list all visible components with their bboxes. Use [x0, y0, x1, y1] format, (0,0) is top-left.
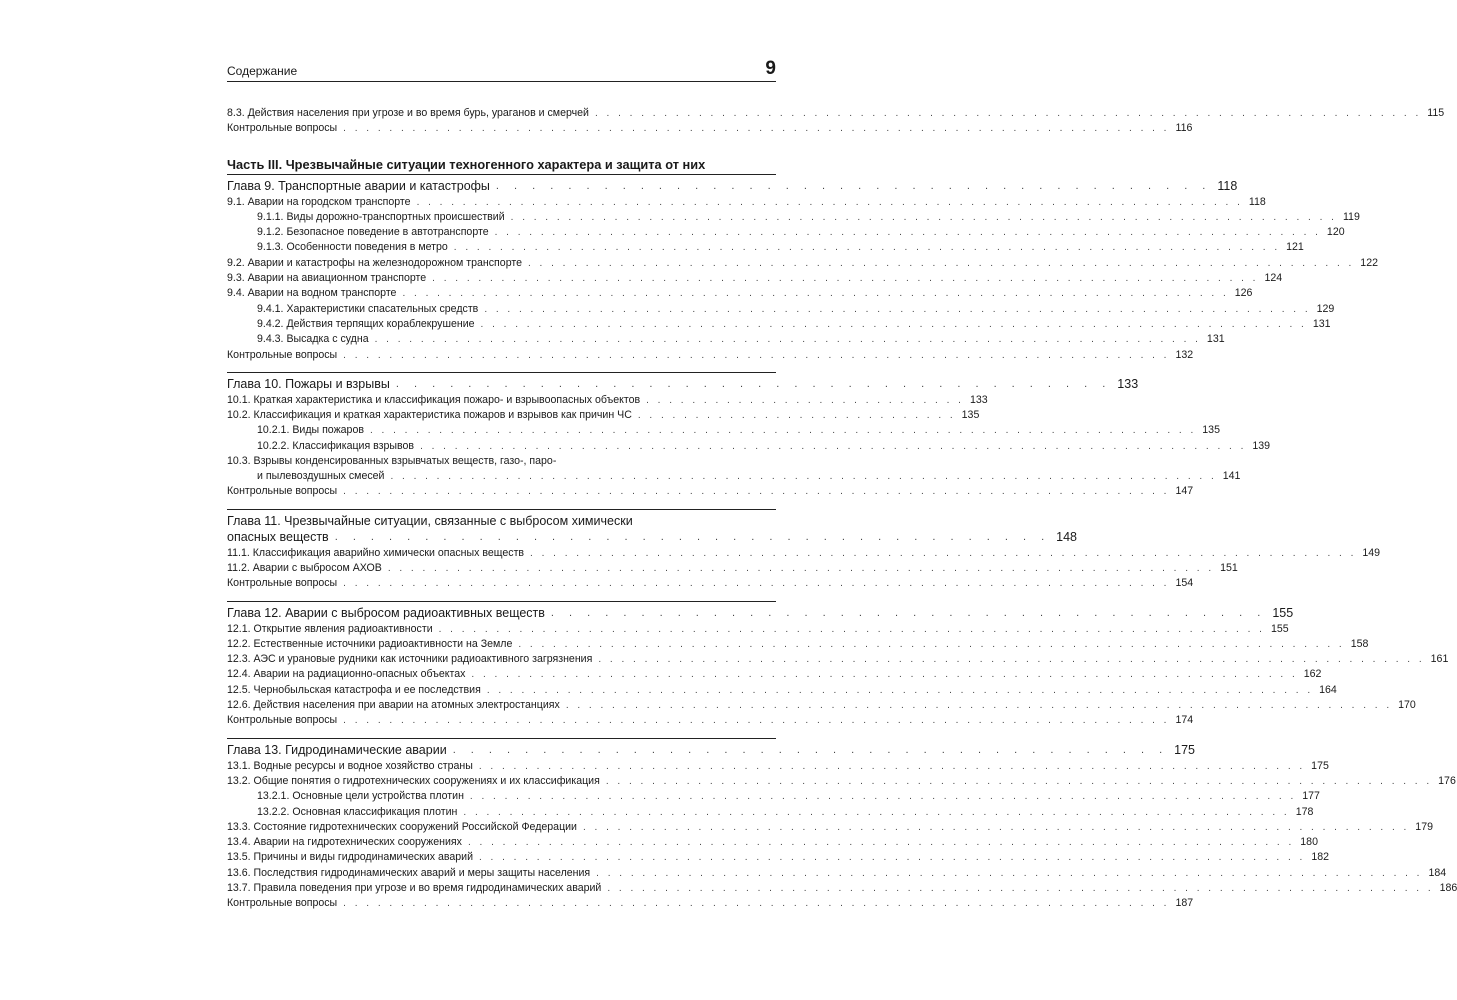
toc-entry-text: 10.2.1. Виды пожаров	[257, 424, 364, 437]
toc-entry	[227, 667, 1322, 682]
toc-entry	[227, 256, 1378, 271]
leader-dots: . . . . . . . . . . . . . . . . . . . . . . . . . . . . . . . . . . . . . . . . . . . . . . . . . . . . . . . . . . . . . . . . . . . . . . . .	[467, 837, 1295, 849]
leader-dots: . . . . . . . . . . . . . . . . . . . . . . . . . . . . . . . . . . . . . . . . . . . . . . . . . . . . . . . . . . . . . . . . . . . . . . . .	[510, 211, 1337, 223]
toc-entry	[227, 652, 1449, 667]
toc-entry	[227, 240, 1304, 255]
toc-entry	[227, 393, 988, 408]
leader-dots: . . . . . . . . . . . . . . . . . . . . . . . . . . . . . . . . . . . . . . . . . . . . . . . . . . . . . . . . . . . . . . . . . . . . . . . .	[369, 425, 1197, 437]
toc-entry	[227, 698, 1416, 713]
leader-dots: . . . . . . . . . . . . . . . . . . . . . . . . . . . . . . . . . . . . . . . .	[452, 743, 1169, 756]
leader-dots: . . . . . . . . . . . . . . . . . . . . . . . . . . . . . . . . . . . . . . . . . . . . . . . . . . . . . . . . . . . . . . . . . . . . . . . .	[605, 775, 1433, 787]
toc-entry	[227, 759, 1329, 774]
leader-dots: . . . . . . . . . . . . . . . . . . . . . . . . . . . . . . . . . . . . . . . . . . . . . . . . . . . . . . . . . . . . . . . . . . . . . . . .	[594, 108, 1422, 119]
leader-dots: . . . . . . . . . . . . . . . . . . . . . . . . . . . . . . . . . . . . . . . . . . . . . . . . . . . . . . . . . . . . . . . . . . . . . . . .	[582, 821, 1410, 833]
toc-entry-page: 135	[961, 409, 980, 422]
toc-entry	[227, 225, 1345, 240]
chapter-heading-line2	[227, 529, 1077, 546]
toc-entry-text: 9.2. Аварии и катастрофы на железнодорожном транспорте	[227, 256, 522, 269]
toc-entry-page: 170	[1398, 699, 1416, 712]
leader-dots: . . . . . . . . . . . . . . . . . . . . . . . . . . . . . . . . . . . . . . . . . . . . . . . . . . . . . . . . . . . . . . . . . . . . . . . .	[343, 123, 1170, 135]
leader-dots: . . . . . . . . . . . . . . . . . . . . . . . . . . . . . . . . . . . . . . . . . . . . . . . . . . . . . . . . . . . . . . . . . . . . . . . .	[518, 638, 1345, 650]
toc-entry-page: 141	[1222, 470, 1241, 483]
chapter-12-block	[227, 601, 1449, 729]
leader-dots: . . . . . . . . . . . . . . . . . . . . . . . . . . . . . . . . . . . . . . . . . . . . . . . . . . . . . . . . . . . . . . . . . . . . . . . .	[484, 303, 1311, 315]
leader-dots: . . . . . . . . . . . . . . . . . . . . . . . . . . . . . . . . . . . . . . . . . . . . . . . . . . . . . . . . . . . . . . . . . . . . . . . .	[402, 288, 1229, 300]
toc-entry	[227, 774, 1456, 789]
toc-entry	[227, 561, 1238, 576]
toc-entry-page: 129	[1316, 302, 1335, 315]
toc-entry-text: 10.1. Краткая характеристика и классификация пожаро- и взрывоопасных объектов	[227, 393, 641, 406]
toc-entry	[227, 683, 1337, 698]
leader-dots: . . . . . . . . . . . . . . . . . . . . . . . . . . . . . . . . . . . . . . . . . . . . . . . . . . . . . . . . . . . . . . . . . . . . . . . .	[469, 791, 1297, 803]
toc-entry-text: 8.3. Действия населения при угрозе и во время бурь, ураганов и смерчей	[227, 107, 589, 119]
toc-entry	[227, 820, 1433, 835]
toc-entry-text: 11.1. Классификация аварийно химически опасных веществ	[227, 546, 525, 559]
leader-dots: . . . . . . . . . . . . . . . . . . . . . . . . . . . . . . . . . . . . . . . . . . . . . . . . . . . . . . . . . . . . . . . . . . . . . . . .	[387, 562, 1215, 574]
toc-entry-page: 135	[1202, 424, 1220, 437]
toc-entry	[227, 637, 1369, 652]
leader-dots: . . . . . . . . . . . . . . . . . . . . . . . . . . . . . . . . . . . . . . . .	[495, 179, 1212, 192]
leader-dots: . . . . . . . . . . . . . . . . . . . . . . . . . . . . . . . . . . . . . . . . . . . . . . . . . . . . . . . . . . . . . . . . . . . . . . . .	[463, 806, 1290, 818]
toc-entry-text: Контрольные вопросы	[227, 714, 338, 727]
leader-dots: . . . . . . . . . . . . . . . . . . . . . . . . . . . . . . . . . . . . . . . .	[395, 377, 1112, 390]
chapter-title: Глава 9. Транспортные аварии и катастрофы	[227, 178, 490, 193]
toc-entry-page: 177	[1302, 790, 1320, 803]
toc-entry-text: 10.2. Классификация и краткая характеристика пожаров и взрывов как причин ЧС	[227, 409, 632, 422]
toc-entry-page: 179	[1415, 820, 1433, 833]
leader-dots: . . . . . . . . . . . . . . . . . . . . . . . . . . . .	[637, 410, 956, 422]
toc-entry-text: 13.7. Правила поведения при угрозе и во время гидродинамических аварий	[227, 881, 602, 894]
toc-entry-text-line2: и пылевоздушных смесей	[257, 470, 385, 483]
toc-entry-text: 13.2.2. Основная классификация плотин	[257, 805, 458, 818]
chapter-title: Глава 13. Гидродинамические аварии	[227, 742, 447, 757]
toc-entry-text: 13.1. Водные ресурсы и водное хозяйство страны	[227, 759, 473, 772]
toc-entry-text: 9.3. Аварии на авиационном транспорте	[227, 272, 427, 285]
toc-entry-text: 10.2.2. Классификация взрывов	[257, 439, 415, 452]
running-header-title: Содержание	[227, 64, 298, 78]
toc-entry-text: 9.1. Аварии на городском транспорте	[227, 195, 411, 208]
toc-entry-page: 174	[1175, 714, 1194, 727]
toc-entry-text: 12.2. Естественные источники радиоактивности на Земле	[227, 637, 513, 650]
leader-dots: . . . . . . . . . . . . . . . . . . . . . . . . . . . . . . . . . . . . . . . . . . . . . . . . . . . . . . . . . . . . . . . . . . . . . . . .	[432, 273, 1259, 285]
toc-entry-page: 133	[969, 393, 988, 406]
toc-entry-text: Контрольные вопросы	[227, 348, 338, 361]
leader-dots: . . . . . . . . . . . . . . . . . . . . . . . . . . . . . . . . . . . . . . . . . . . . . . . . . . . . . . . . . . . . . . . . . . . . . . . .	[343, 486, 1170, 498]
chapter-10-block	[227, 372, 1271, 500]
toc-entry-text: 11.2. Аварии с выбросом АХОВ	[227, 561, 382, 574]
toc-entry	[227, 546, 1381, 561]
toc-entry-page: 120	[1326, 226, 1345, 239]
leader-dots: . . . . . . . . . . . . . . . . . . . . . . . . . . . . . . . . . . . . . . . .	[550, 606, 1267, 619]
toc-entry	[227, 896, 1194, 911]
toc-page	[227, 54, 1457, 912]
chapter-heading	[227, 178, 1238, 195]
toc-entry	[227, 789, 1320, 804]
chapter-heading	[227, 513, 1077, 546]
chapter-page: 155	[1272, 605, 1294, 620]
toc-entry-page: 124	[1264, 272, 1283, 285]
toc-entry-page: 121	[1286, 241, 1304, 254]
toc-entry	[227, 271, 1283, 286]
chapter-13-block	[227, 738, 1457, 912]
toc-entry	[227, 835, 1318, 850]
toc-entry-page: 187	[1175, 897, 1194, 910]
toc-entry-text: Контрольные вопросы	[227, 122, 338, 135]
toc-entry	[227, 348, 1194, 363]
toc-entry	[227, 805, 1314, 820]
leader-dots: . . . . . . . . . . . . . . . . . . . . . . . . . . . .	[646, 394, 964, 406]
toc-entry	[227, 866, 1447, 881]
toc-entry	[227, 286, 1253, 301]
chapter-heading	[227, 605, 1294, 622]
toc-entry-page: 119	[1342, 210, 1360, 223]
toc-entry-text: 12.5. Чернобыльская катастрофа и ее последствия	[227, 683, 481, 696]
toc-entry	[227, 622, 1289, 637]
toc-entry	[227, 576, 1194, 591]
toc-entry	[227, 423, 1220, 438]
page-number: 9	[765, 58, 776, 79]
leader-dots: . . . . . . . . . . . . . . . . . . . . . . . . . . . . . . . . . . . . . . . . . . . . . . . . . . . . . . . . . . . . . . . . . . . . . . . .	[416, 196, 1243, 208]
toc-section-top	[227, 106, 1445, 137]
chapter-title-line1: Глава 11. Чрезвычайные ситуации, связанные с выбросом химически	[227, 513, 633, 528]
toc-entry	[227, 408, 980, 423]
toc-entry-page: 131	[1312, 317, 1331, 330]
toc-entry-page: 132	[1175, 348, 1194, 361]
toc-entry-text: 13.2.1. Основные цели устройства плотин	[257, 790, 464, 803]
toc-entry-page: 151	[1220, 561, 1238, 574]
chapter-title: Глава 10. Пожары и взрывы	[227, 376, 390, 391]
toc-entry-text: 13.3. Состояние гидротехнических сооружений Российской Федерации	[227, 820, 577, 833]
leader-dots: . . . . . . . . . . . . . . . . . . . . . . . . . . . . . . . . . . . . . . . . . . . . . . . . . . . . . . . . . . . . . . . . . . . . . . . .	[343, 715, 1170, 727]
leader-dots: . . . . . . . . . . . . . . . . . . . . . . . . . . . . . . . . . . . . . . . . . . . . . . . . . . . . . . . . . . . . . . . . . . . . . . . .	[565, 700, 1393, 712]
toc-entry-text: 12.1. Открытие явления радиоактивности	[227, 622, 433, 635]
toc-entry-page: 184	[1428, 866, 1447, 879]
toc-entry-page: 158	[1350, 637, 1369, 650]
toc-entry-text: Контрольные вопросы	[227, 577, 338, 590]
toc-entry-page: 182	[1311, 851, 1329, 864]
leader-dots: . . . . . . . . . . . . . . . . . . . . . . . . . . . . . . . . . . . . . . . . . . . . . . . . . . . . . . . . . . . . . . . . . . . . . . . .	[478, 760, 1306, 772]
toc-entry	[227, 850, 1329, 865]
toc-entry	[227, 713, 1194, 728]
toc-entry-text: Контрольные вопросы	[227, 897, 338, 910]
toc-entry-text: 13.5. Причины и виды гидродинамических аварий	[227, 851, 473, 864]
toc-entry	[227, 317, 1331, 332]
toc-entry-page: 155	[1270, 622, 1289, 635]
leader-dots: . . . . . . . . . . . . . . . . . . . . . . . . . . . . . . . . . . . . . . . . . . . . . . . . . . . . . . . . . . . . . . . . . . . . . . . .	[343, 578, 1170, 590]
toc-entry	[227, 484, 1194, 499]
leader-dots: . . . . . . . . . . . . . . . . . . . . . . . . . . . . . . . . . . . . . . . . . . . . . . . . . . . . . . . . . . . . . . . . . . . . . . . .	[453, 242, 1281, 254]
toc-entry-multiline	[227, 454, 1241, 484]
toc-entry-page: 126	[1234, 287, 1253, 300]
leader-dots: . . . . . . . . . . . . . . . . . . . . . . . . . . . . . . . . . . . . . . . . . . . . . . . . . . . . . . . . . . . . . . . . . . . . . . . .	[486, 684, 1314, 696]
toc-entry-text: 9.1.3. Особенности поведения в метро	[257, 241, 448, 254]
toc-entry-page: 162	[1303, 668, 1322, 681]
leader-dots: . . . . . . . . . . . . . . . . . . . . . . . . . . . . . . . . . . . . . . . . . . . . . . . . . . . . . . . . . . . . . . . . . . . . . . . .	[494, 227, 1321, 239]
toc-entry-page: 186	[1439, 881, 1457, 894]
toc-entry-text: 9.4.3. Высадка с судна	[257, 333, 369, 346]
leader-dots: . . . . . . . . . . . . . . . . . . . . . . . . . . . . . . . . . . . . . . . . . . . . . . . . . . . . . . . . . . . . . . . . . . . . . . . .	[530, 547, 1357, 559]
leader-dots: . . . . . . . . . . . . . . . . . . . . . . . . . . . . . . . . . . . . . . . . . . . . . . . . . . . . . . . . . . . . . . . . . . . . . . . .	[471, 669, 1298, 681]
toc-entry-page: 154	[1175, 577, 1194, 590]
toc-entry	[227, 881, 1457, 896]
toc-entry-page: 175	[1311, 759, 1329, 772]
leader-dots: . . . . . . . . . . . . . . . . . . . . . . . . . . . . . . . . . . . . . . . . . . . . . . . . . . . . . . . . . . . . . . . . . . . . . . . .	[438, 623, 1265, 635]
chapter-heading	[227, 376, 1139, 393]
toc-entry	[227, 195, 1266, 210]
toc-entry-page: 180	[1300, 836, 1318, 849]
toc-entry-page: 131	[1206, 333, 1225, 346]
toc-entry-text: 13.2. Общие понятия о гидротехнических сооружениях и их классификация	[227, 774, 600, 787]
toc-entry-text: 9.1.2. Безопасное поведение в автотранспорте	[257, 226, 489, 239]
toc-entry-text: Контрольные вопросы	[227, 485, 338, 498]
toc-entry-text: 9.4. Аварии на водном транспорте	[227, 287, 397, 300]
toc-entry-page: 176	[1438, 774, 1456, 787]
chapter-page: 175	[1174, 742, 1195, 757]
toc-entry-page: 147	[1175, 485, 1194, 498]
running-header	[227, 54, 776, 82]
toc-entry-text: 12.3. АЭС и урановые рудники как источники радиоактивного загрязнения	[227, 653, 593, 666]
leader-dots: . . . . . . . . . . . . . . . . . . . . . . . . . . . . . . . . . . . . . . . . . . . . . . . . . . . . . . . . . . . . . . . . . . . . . . . .	[596, 867, 1423, 879]
leader-dots: . . . . . . . . . . . . . . . . . . . . . . . . . . . . . . . . . . . . . . . . . . . . . . . . . . . . . . . . . . . . . . . . . . . . . . . .	[374, 334, 1201, 346]
leader-dots: . . . . . . . . . . . . . . . . . . . . . . . . . . . . . . . . . . . . . . . . . . . . . . . . . . . . . . . . . . . . . . . . . . . . . . . .	[343, 349, 1170, 361]
toc-entry	[227, 106, 1445, 121]
leader-dots: . . . . . . . . . . . . . . . . . . . . . . . . . . . . . . . . . . . . . . . . . . . . . . . . . . . . . . . . . . . . . . . . . . . . . . . .	[527, 257, 1355, 269]
leader-dots: . . . . . . . . . . . . . . . . . . . . . . . . . . . . . . . . . . . . . . . .	[334, 530, 1051, 543]
toc-entry-text: 13.4. Аварии на гидротехнических сооружениях	[227, 836, 462, 849]
leader-dots: . . . . . . . . . . . . . . . . . . . . . . . . . . . . . . . . . . . . . . . . . . . . . . . . . . . . . . . . . . . . . . . . . . . . . . . .	[420, 440, 1247, 452]
chapter-title-line2: опасных веществ	[227, 529, 329, 544]
toc-entry-text: 9.4.1. Характеристики спасательных средств	[257, 302, 479, 315]
leader-dots: . . . . . . . . . . . . . . . . . . . . . . . . . . . . . . . . . . . . . . . . . . . . . . . . . . . . . . . . . . . . . . . . . . . . . . . .	[390, 471, 1217, 483]
chapter-page: 133	[1117, 376, 1139, 391]
toc-entry	[227, 210, 1360, 225]
toc-entry-page: 116	[1175, 122, 1193, 135]
chapter-page: 118	[1217, 178, 1238, 193]
chapter-title: Глава 12. Аварии с выбросом радиоактивных веществ	[227, 605, 545, 620]
toc-entry-text: 9.4.2. Действия терпящих кораблекрушение	[257, 317, 475, 330]
toc-entry-text: 12.6. Действия населения при аварии на атомных электростанциях	[227, 699, 560, 712]
toc-entry-text: 12.4. Аварии на радиационно-опасных объектах	[227, 668, 466, 681]
leader-dots: . . . . . . . . . . . . . . . . . . . . . . . . . . . . . . . . . . . . . . . . . . . . . . . . . . . . . . . . . . . . . . . . . . . . . . . .	[480, 318, 1307, 330]
toc-entry-page: 139	[1252, 439, 1271, 452]
toc-entry-text-line1: 10.3. Взрывы конденсированных взрывчатых веществ, газо-, паро-	[227, 455, 557, 468]
toc-entry-page: 122	[1360, 256, 1378, 269]
toc-entry-page: 161	[1430, 653, 1449, 666]
chapter-9-block	[227, 174, 1378, 363]
toc-entry	[227, 121, 1193, 136]
chapter-11-block	[227, 509, 1381, 592]
leader-dots: . . . . . . . . . . . . . . . . . . . . . . . . . . . . . . . . . . . . . . . . . . . . . . . . . . . . . . . . . . . . . . . . . . . . . . . .	[343, 898, 1170, 910]
toc-entry	[227, 439, 1271, 454]
toc-entry-text: 9.1.1. Виды дорожно-транспортных происшествий	[257, 210, 505, 223]
chapter-heading	[227, 742, 1195, 759]
part-heading: Часть III. Чрезвычайные ситуации техногенного характера и защита от них	[227, 156, 706, 172]
toc-entry-page: 149	[1362, 546, 1381, 559]
toc-entry-page: 178	[1295, 805, 1314, 818]
leader-dots: . . . . . . . . . . . . . . . . . . . . . . . . . . . . . . . . . . . . . . . . . . . . . . . . . . . . . . . . . . . . . . . . . . . . . . . .	[479, 852, 1306, 864]
toc-entry	[227, 332, 1225, 347]
toc-entry-page: 164	[1319, 683, 1337, 696]
chapter-page: 148	[1056, 529, 1077, 544]
toc-entry	[227, 302, 1335, 317]
toc-entry-text: 13.6. Последствия гидродинамических аварий и меры защиты населения	[227, 866, 591, 879]
toc-entry-page: 115	[1427, 107, 1445, 119]
toc-entry	[227, 469, 1241, 484]
leader-dots: . . . . . . . . . . . . . . . . . . . . . . . . . . . . . . . . . . . . . . . . . . . . . . . . . . . . . . . . . . . . . . . . . . . . . . . .	[607, 882, 1434, 894]
leader-dots: . . . . . . . . . . . . . . . . . . . . . . . . . . . . . . . . . . . . . . . . . . . . . . . . . . . . . . . . . . . . . . . . . . . . . . . .	[598, 654, 1425, 666]
toc-entry-page: 118	[1248, 195, 1266, 208]
